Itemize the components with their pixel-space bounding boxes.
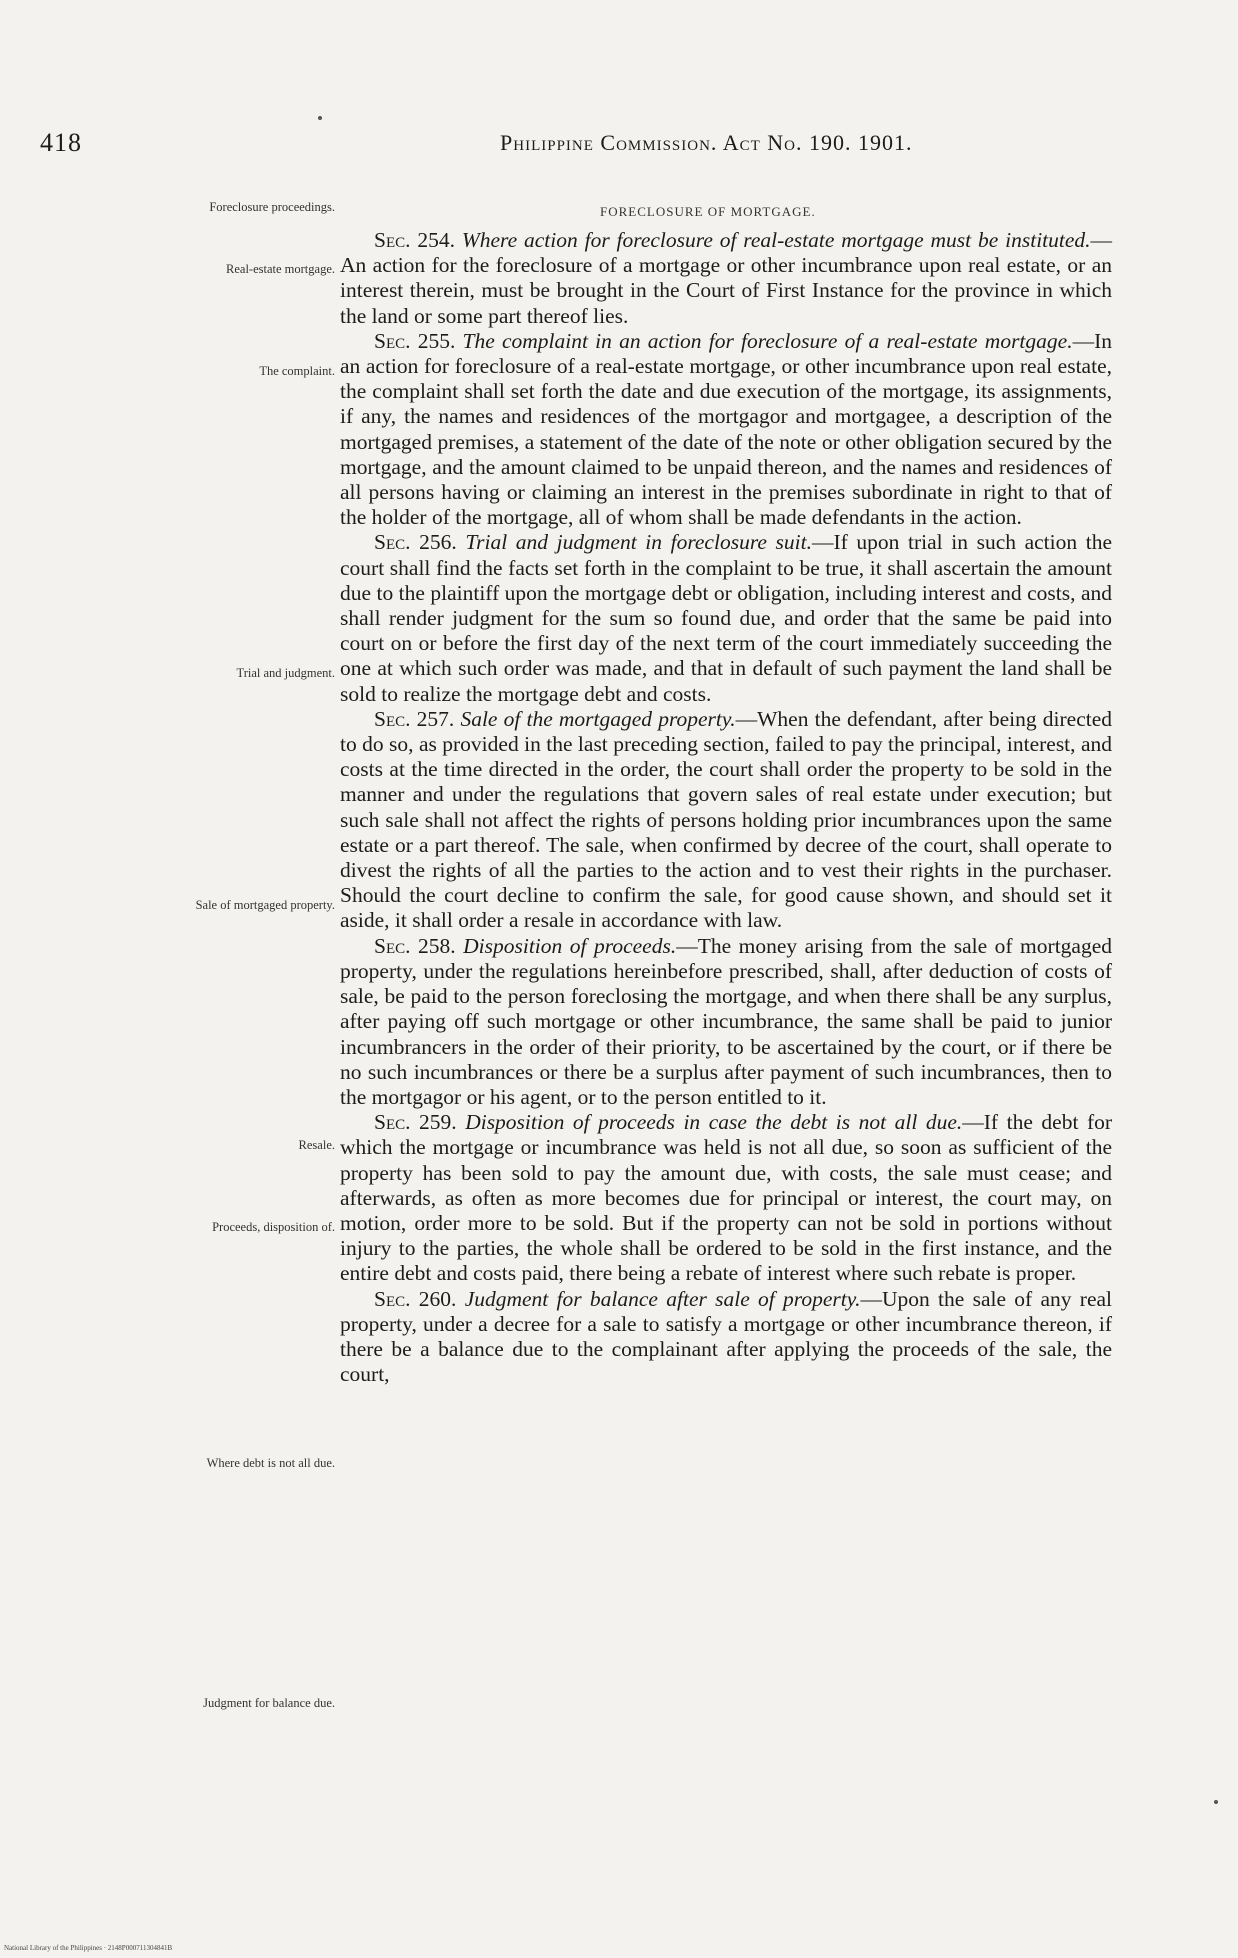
- section-label: Sec. 256.: [374, 530, 457, 555]
- section-text: —The money arising from the sale of mortgaged property, under the regulations hereinbefore prescribed, shall, after deduction of costs of sale, be paid to the person foreclosing the mortgage, and when there shall be any surplus, after paying off such mortgage or other incumbrance, the same shall be paid to junior incumbrancers in the order of their priority, to be ascertained by the court, or if there be no such incumbrances or there be a surplus after payment of such incumbrances, then to the mortgagor or his agent, or to the person entitled to it.: [340, 933, 1112, 1109]
- section-title: Sale of the mortgaged property.: [460, 706, 736, 731]
- section-title: Trial and judgment in foreclosure suit.: [465, 530, 812, 555]
- section-label: Sec. 260.: [374, 1286, 457, 1311]
- section-259: [340, 1110, 1112, 1286]
- section-text: —When the defendant, after being directed to do so, as provided in the last preceding section, failed to pay the principal, interest, and costs at the time directed in the order, the court shall order the property to be sold in the manner and under the regulations that govern sales of real estate under execution; but such sale shall not affect the rights of persons holding prior incumbrances upon the same estate or a part thereof. The sale, when confirmed by decree of the court, shall operate to divest the rights of all the parties to the action and to vest their rights in the purchaser. Should the court decline to confirm the sale, for good cause shown, and should set it aside, it shall order a resale in accordance with law.: [340, 706, 1113, 933]
- section-text: —Upon the sale of any real property, under a decree for a sale to satisfy a mortgage or other incumbrance thereon, if there be a balance due to the complainant after applying the proceeds of the sale, the court,: [340, 1286, 1113, 1387]
- margin-note-sale-of-mortgaged-property: Sale of mortgaged property.: [195, 898, 335, 912]
- section-256: [340, 530, 1112, 706]
- section-label: Sec. 257.: [374, 706, 455, 731]
- section-label: Sec. 259.: [374, 1110, 457, 1135]
- section-title: Where action for foreclosure of real-estate mortgage must be instituted.: [461, 228, 1091, 252]
- section-heading: FORECLOSURE OF MORTGAGE.: [600, 204, 816, 219]
- margin-note-real-estate-mortgage: Real-estate mortgage.: [226, 262, 335, 276]
- section-text: —If the debt for which the mortgage or incumbrance was held is not all due, so soon as sufficient of the property has been sold to pay the amount due, with costs, the sale must cease; and afterwards, as often as more becomes due for principal or interest, the court may, on motion, order more to be sold. But if the property can not be sold in portions without injury to the parties, the whole shall be ordered to be sold in the first instance, and the entire debt and costs paid, there being a rebate of interest where such rebate is proper.: [340, 1110, 1113, 1286]
- margin-note-debt-not-all-due: Where debt is not all due.: [206, 1456, 335, 1470]
- scan-footer: National Library of the Philippines · 2148P000711304841B: [4, 1944, 173, 1952]
- margin-note-resale: Resale.: [298, 1138, 335, 1152]
- section-258: [340, 934, 1112, 1110]
- scan-speck: [1214, 1800, 1218, 1804]
- section-title: Judgment for balance after sale of property.: [464, 1286, 861, 1311]
- section-title: Disposition of proceeds in case the debt is not all due.: [465, 1110, 963, 1135]
- section-260: [340, 1287, 1112, 1388]
- margin-note-judgment-for-balance: Judgment for balance due.: [203, 1696, 335, 1710]
- section-text: —In an action for foreclosure of a real-estate mortgage, or other incumbrance upon real estate, the complaint shall set forth the date and due execution of the mortgage, its assignments, if any, the names and residences of the mortgagor and mortgagee, a description of the mortgaged premises, a statement of the date of the note or other obligation secured by the mortgage, and the amount claimed to be unpaid thereon, and the names and residences of all persons having or claiming an interest in the premises subordinate in right to that of the holder of the mortgage, all of whom shall be made defendants in the action.: [340, 328, 1112, 530]
- running-head: Philippine Commission. Act No. 190. 1901.: [500, 130, 913, 155]
- section-text: —If upon trial in such action the court shall find the facts set forth in the complaint to be true, it shall ascertain the amount due to the plaintiff upon the mortgage debt or obligation, including interest and costs, and shall render judgment for the sum so found due, and order that the same be paid into court on or before the first day of the next term of the court immediately succeeding the one at which such order was made, and that in default of such payment the land shall be sold to realize the mortgage debt and costs.: [340, 530, 1113, 706]
- page-number: 418: [40, 128, 82, 157]
- scan-speck: [318, 116, 322, 120]
- section-254: [340, 228, 1112, 329]
- section-title: The complaint in an action for foreclosure of a real-estate mortgage.: [462, 328, 1073, 353]
- section-label: Sec. 254.: [374, 228, 455, 252]
- section-label: Sec. 255.: [374, 328, 456, 353]
- section-title: Disposition of proceeds.: [463, 933, 677, 958]
- margin-note-foreclosure-proceedings: Foreclosure proceedings.: [209, 200, 335, 214]
- margin-note-the-complaint: The complaint.: [259, 364, 335, 378]
- body-text: [340, 228, 1112, 1387]
- section-text: —An action for the foreclosure of a mortgage or other incumbrance upon real estate, or an interest therein, must be brought in the Court of First Instance for the province in which the land or some part thereof lies.: [340, 228, 1113, 328]
- margin-note-trial-and-judgment: Trial and judgment.: [236, 666, 335, 680]
- margin-note-proceeds-disposition: Proceeds, disposition of.: [212, 1220, 335, 1234]
- section-255: [340, 329, 1112, 531]
- page-header: [40, 128, 1210, 168]
- section-label: Sec. 258.: [374, 933, 456, 958]
- section-257: [340, 707, 1112, 934]
